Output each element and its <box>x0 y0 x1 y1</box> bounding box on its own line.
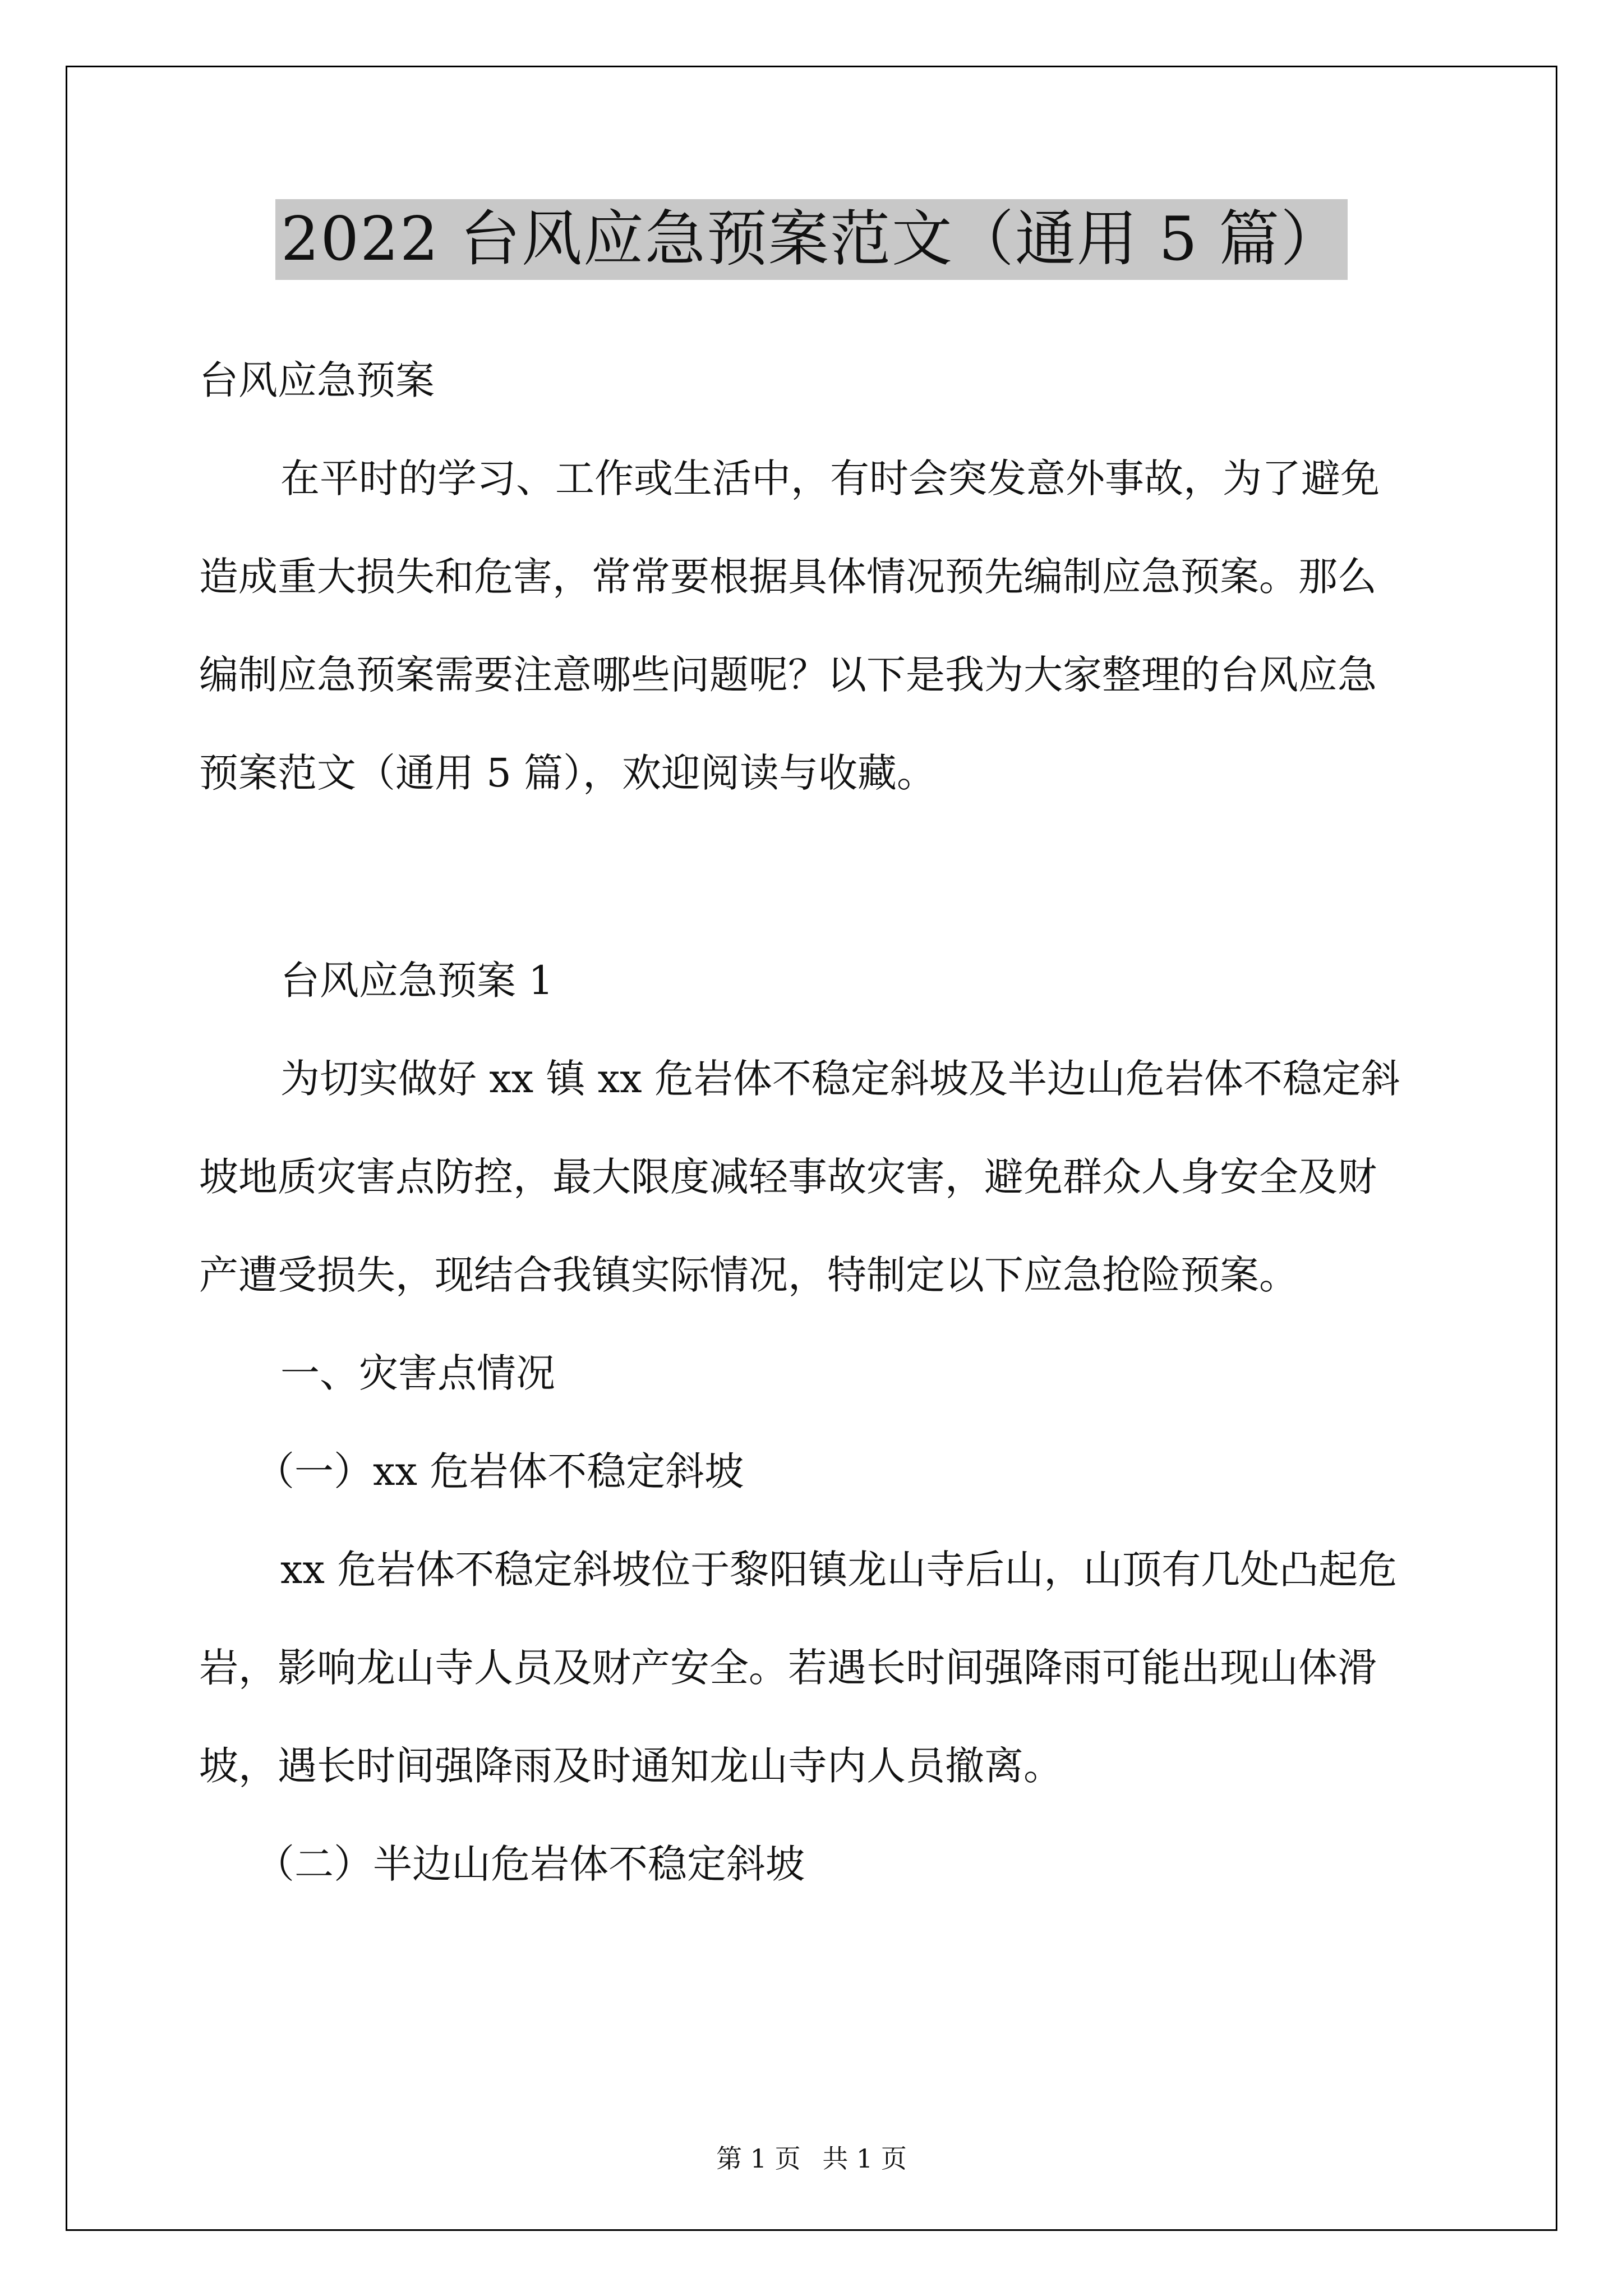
page-number: 第 1 页 <box>716 2143 801 2174</box>
paragraph-line: 坡，遇长时间强降雨及时通知龙山寺内人员撤离。 <box>199 1743 1063 1789</box>
title-wrap <box>0 199 1623 280</box>
paragraph-line: xx 危岩体不稳定斜坡位于黎阳镇龙山寺后山，山顶有几处凸起危 <box>280 1547 1398 1593</box>
subsection-heading: （二）半边山危岩体不稳定斜坡 <box>255 1841 805 1887</box>
document-title: 2022 台风应急预案范文（通用 5 篇） <box>275 199 1348 280</box>
subsection-heading: （一）xx 危岩体不稳定斜坡 <box>255 1448 744 1494</box>
paragraph-line: 预案范文（通用 5 篇），欢迎阅读与收藏。 <box>199 750 937 796</box>
paragraph-line: 编制应急预案需要注意哪些问题呢？以下是我为大家整理的台风应急 <box>199 652 1377 698</box>
section-heading: 台风应急预案 1 <box>280 958 554 1004</box>
page-footer <box>0 2143 1623 2174</box>
page-total: 共 1 页 <box>822 2143 907 2174</box>
paragraph-line: 造成重大损失和危害，常常要根据具体情况预先编制应急预案。那么 <box>199 554 1377 600</box>
section-heading: 一、灾害点情况 <box>280 1350 555 1396</box>
paragraph-line: 岩，影响龙山寺人员及财产安全。若遇长时间强降雨可能出现山体滑 <box>199 1645 1377 1691</box>
section-heading: 台风应急预案 <box>199 357 435 403</box>
paragraph-line: 在平时的学习、工作或生活中，有时会突发意外事故，为了避免 <box>280 455 1380 501</box>
paragraph-line: 坡地质灾害点防控，最大限度减轻事故灾害，避免群众人身安全及财 <box>199 1154 1377 1200</box>
paragraph-line: 为切实做好 xx 镇 xx 危岩体不稳定斜坡及半边山危岩体不稳定斜 <box>280 1056 1400 1102</box>
paragraph-line: 产遭受损失，现结合我镇实际情况，特制定以下应急抢险预案。 <box>199 1252 1298 1298</box>
